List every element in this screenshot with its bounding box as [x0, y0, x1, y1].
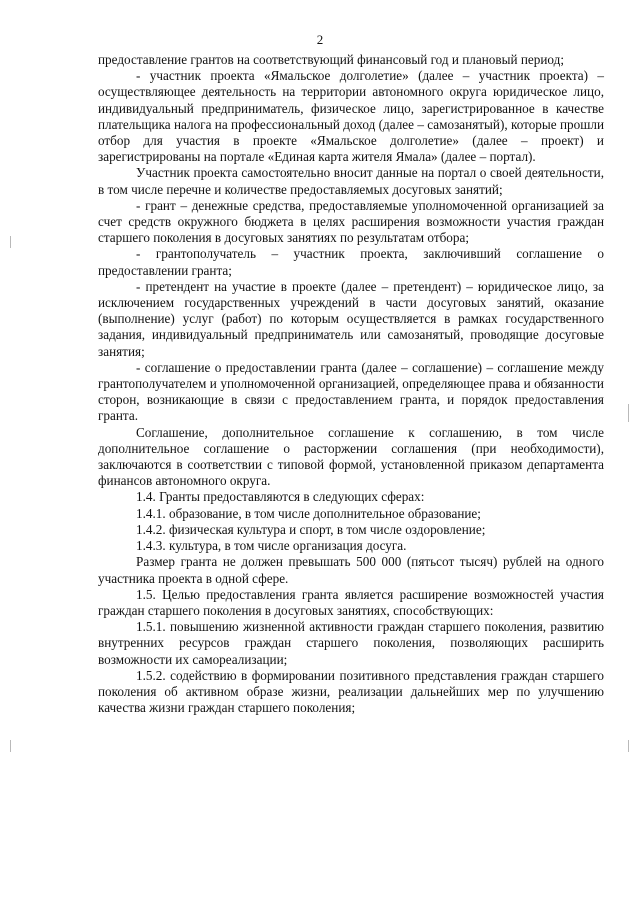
paragraph: - грант – денежные средства, предоставляемые уполномоченной организацией за счет средств окружного бюджета в целях расширения возможности участия граждан старшего поколения в досуговых занятиях по результатам отбора; [98, 197, 604, 246]
paragraph: предоставление грантов на соответствующий финансовый год и плановый период; [98, 52, 564, 67]
paragraph: Участник проекта самостоятельно вносит данные на портал о своей деятельности, в том числе перечне и количестве предоставляемых досуговых занятий; [98, 165, 604, 197]
page-number: 2 [316, 32, 324, 47]
paragraph: - участник проекта «Ямальское долголетие» (далее – участник проекта) – осуществляющее деятельность на территории автономного округа юридическое лицо, индивидуальный предприниматель, физическое лицо, зарегистрированное в качестве плательщика налога на профессиональный доход (далее – самозанятый), которые прошли отбор для участия в проекте «Ямальское долголетие» (далее – проект) и зарегистрированы на портале «Единая карта жителя Ямала» (далее – портал). [98, 68, 604, 165]
paragraph: 1.4. Гранты предоставляются в следующих сферах: [136, 489, 425, 505]
scan-mark [628, 740, 629, 752]
paragraph: Соглашение, дополнительное соглашение к соглашению, в том числе дополнительное соглашение о расторжении соглашения (при необходимости), заключаются в соответствии с типовой формой, установленной приказом департамента финансов автономного округа. [98, 424, 604, 489]
paragraph: - грантополучатель – участник проекта, заключивший соглашение о предоставлении гранта; [98, 246, 604, 278]
scan-mark [10, 740, 11, 752]
scan-mark [628, 404, 629, 422]
paragraph: 1.4.3. культура, в том числе организация досуга. [136, 538, 407, 554]
paragraph: Размер гранта не должен превышать 500 000 (пятьсот тысяч) рублей на одного участника проекта в одной сфере. [98, 554, 604, 586]
paragraph: 1.4.2. физическая культура и спорт, в том числе оздоровление; [136, 521, 486, 537]
scan-mark [10, 236, 11, 248]
document-body [98, 52, 604, 716]
paragraph: 1.4.1. образование, в том числе дополнительное образование; [136, 505, 481, 521]
paragraph: - соглашение о предоставлении гранта (далее – соглашение) – соглашение между грантополучателем и уполномоченной организацией, определяющее права и обязанности сторон, возникающие в связи с предоставлением гранта, и порядок предоставления гранта. [98, 359, 604, 424]
paragraph: 1.5.2. содействию в формировании позитивного представления граждан старшего поколения об активном образе жизни, реализации дальнейших мер по улучшению качества жизни граждан старшего поколения; [98, 667, 604, 716]
paragraph: 1.5.1. повышению жизненной активности граждан старшего поколения, развитию внутренних ресурсов граждан старшего поколения, позволяющих расширить возможности их самореализации; [98, 619, 604, 667]
paragraph: 1.5. Целью предоставления гранта является расширение возможностей участия граждан старшего поколения в досуговых занятиях, способствующих: [98, 586, 604, 618]
paragraph: - претендент на участие в проекте (далее – претендент) – юридическое лицо, за исключением государственных учреждений в части досуговых занятий, оказание (выполнение) услуг (работ) по которым осуществляется в рамках государственного задания, индивидуальный предприниматель или самозанятый, проводящие досуговые занятия; [98, 278, 604, 359]
